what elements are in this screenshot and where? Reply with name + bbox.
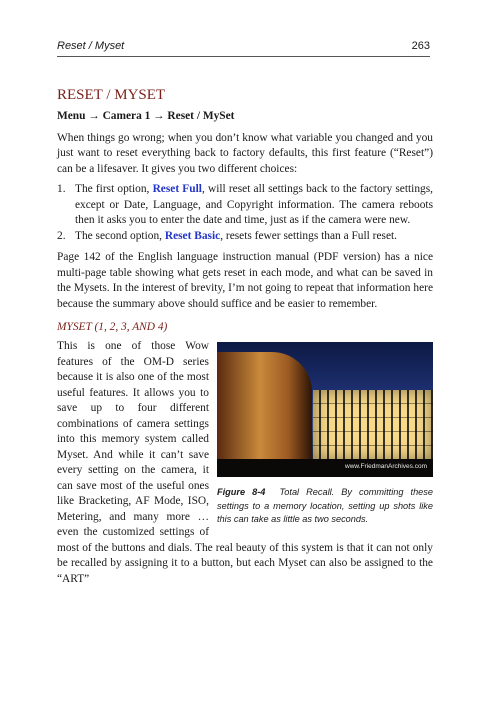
header-rule [57,56,430,57]
manual-reference-paragraph: Page 142 of the English language instruction manual (PDF version) has a nice multi-page table showing what gets reset in each mode, and what can be saved in the Mysets. In the interest of brevity, I’m not going to repeat that information here because the summary above should suffice and be easier to remember. [57,251,433,310]
list-item [57,229,433,245]
list-text-pre: The first option, [75,183,153,195]
figure-caption [217,486,433,527]
list-text-post: , resets fewer settings than a Full reset. [220,229,398,242]
myset-section [57,339,433,587]
page-number: 263 [411,40,430,52]
list-item [57,182,433,229]
header-section-title: Reset / Myset [57,40,125,52]
photo-watermark: www.FriedmanArchives.com [345,462,427,470]
list-number: 2. [57,229,66,242]
section-heading: RESET / MYSET [57,87,166,103]
running-header [57,40,430,52]
figure-photo [217,342,433,477]
list-number: 1. [57,183,66,195]
myset-paragraph: This is one of those Wow features of the OM-D series because it is also one of the most useful features. It allows you to save up to four different combinations of camera settings into this memory system called Myset. And while it can’t save every setting on the camera, it can save most of the useful ones like Bracketing, AF Mode, ISO, Metering, and many more … even the customized settings of most of the buttons and dials. The real beauty of this system is that it can not only be recalled by assigning it to a button, but each Myset can also be assigned to the “ART” [57,340,433,585]
figure-label: Figure 8-4 [217,487,266,497]
figure [217,342,433,527]
reset-options-list [57,182,433,244]
list-text-pre: The second option, [75,229,165,242]
page-content [57,86,433,587]
list-text-post: , will reset all settings back to the factory settings, except or Date, Language, and Copyright information. The camera reboots then it asks you to enter the date and time, just as if the camera were new. [75,183,433,226]
subsection-heading: MYSET (1, 2, 3, AND 4) [57,321,168,333]
menu-path: Menu → Camera 1 → Reset / MySet [57,110,235,122]
term-reset-basic: Reset Basic [164,229,221,242]
figure-caption-text: Total Recall. By committing these settings to a memory location, setting up shots like this can take as little as two seconds. [217,487,433,524]
term-reset-full: Reset Full [152,183,202,195]
intro-paragraph: When things go wrong; when you don’t know what variable you changed and you just want to reset everything back to factory defaults, this first feature (“Reset”) can be a lifesaver. It gives you two different choices: [57,131,433,175]
photo-glass-facade [313,390,433,460]
